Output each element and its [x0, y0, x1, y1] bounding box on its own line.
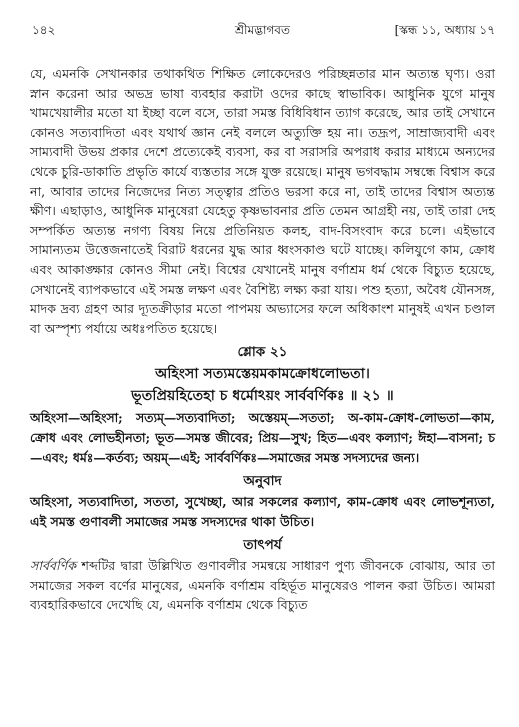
verse-line-2: ভূতপ্রিয়হিতেহা চ ধর্মোঽয়ং সার্ববর্ণিকঃ ॥ ২১ ॥ [131, 388, 394, 405]
purport-text [30, 556, 495, 615]
translation-text: অহিংসা, সত্যবাদিতা, সততা, সুখেচ্ছা, আর সকলের কল্যাণ, কাম-ক্রোধ এবং লোভশূন্যতা, এই সমস্ত গুণাবলী সমাজের সমস্ত সদস্যদের থাকা উচিত। [30, 494, 495, 529]
word-synonyms: অহিংসা—অহিংসা; সত্যম্—সত্যবাদিতা; অস্তেয়ম্—সততা; অ-কাম-ক্রোধ-লোভতা—কাম, ক্রোধ এবং লোভহীনতা; ভূত—সমস্ত জীবের; প্রিয়—সুখ; হিত—এবং কল্যাণ; ঈহা—বাসনা; চ—এবং; ধর্মঃ—কর্তব্য; অয়ম্—এই; সার্ববর্ণিকঃ—সমাজের সমস্ত সদস্যদের জন্য। [30, 410, 495, 465]
body-paragraph: যে, এমনকি সেখানকার তথাকথিত শিক্ষিত লোকেদেরও পরিচ্ছন্নতার মান অত্যন্ত ঘৃণ্য। ওরা স্নান করেনা আর অভদ্র ভাষা ব্যবহার করাটা ওদের কাছে স্বাভাবিক। আধুনিক যুগে মানুষ খামখেয়ালীর মতো যা ইচ্ছা বলে বসে, তারা সমস্ত বিধিবিধান ত্যাগ করেছে, আর তাই সেখানে কোনও সত্যবাদিতা এবং যথার্থ জ্ঞান নেই বললে অত্যুক্তি হয় না। তদ্রূপ, সাম্রাজ্যবাদী এবং সাম্যবাদী উভয় প্রকার দেশে প্রত্যেকেই ব্যবসা, কর বা সরাসরি অপরাধ করার মাধ্যমে অন্যদের থেকে চুরি-ডাকাতি প্রভৃতি কার্যে ব্যস্ততার সঙ্গে যুক্ত রয়েছে। মানুষ ভগবদ্ধাম সম্বন্ধে বিশ্বাস করে না, আবার তাদের নিজেদের নিত্য সত্ত্বার প্রতিও ভরসা করে না, তাই তাদের বিশ্বাস অত্যন্ত ক্ষীণ। এছাড়াও, আধুনিক মানুষেরা যেহেতু কৃষ্ণভাবনার প্রতি তেমন আগ্রহী নয়, তাই তারা দেহ সম্পর্কিত অত্যন্ত নগণ্য বিষয় নিয়ে প্রতিনিয়ত কলহ, বাদ-বিসংবাদ করে চলে। এইভাবে সামান্যতম উত্তেজনাতেই বিরাট ধরনের যুদ্ধ আর ধ্বংসকাণ্ড ঘটে যাচ্ছে। কলিযুগে কাম, ক্রোধ এবং আকাঙ্ক্ষার কোনও সীমা নেই। বিশ্বের যেখানেই মানুষ বর্ণাশ্রম ধর্ম থেকে বিচ্যুত হয়েছে, সেখানেই ব্যাপকভাবে এই সমস্ত লক্ষণ এবং বৈশিষ্ট্য লক্ষ্য করা যায়। পশু হত্যা, অবৈধ যৌনসঙ্গ, মাদক দ্রব্য গ্রহণ আর দ্যূতক্রীড়ার মতো পাপময় অভ্যাসের ফলে অধিকাংশ মানুষই এখন চণ্ডাল বা অস্পৃশ্য পর্যায়ে অধঃপতিত হয়েছে। [30, 66, 495, 336]
chapter-reference: [স্কন্ধ ১১, অধ্যায় ১৭ [394, 23, 495, 37]
book-title: শ্রীমদ্ভাগবত [234, 23, 290, 37]
page-number: ১৪২ [32, 23, 56, 37]
purport-heading: তাৎপর্য [243, 537, 282, 554]
verse-line-1: অহিংসা সত্যমস্তেয়মকামক্রোধলোভতা। [155, 366, 370, 383]
translation-heading: অনুবাদ [243, 473, 282, 490]
purport-body: শব্দটির দ্বারা উল্লিখিত গুণাবলীর সমন্বয়ে সাধারণ পুণ্য জীবনকে বোঝায়, আর তা সমাজের সকল বর্ণের মানুষের, এমনকি বর্ণাশ্রম বহির্ভূত মানুষেরও পালন করা উচিত। আমরা ব্যবহারিকভাবে দেখেছি যে, এমনকি বর্ণাশ্রম থেকে বিচ্যুত [30, 558, 495, 613]
purport-lead-term: সার্ববর্ণিক [30, 558, 77, 574]
running-header [30, 20, 495, 40]
sloka-heading: শ্লোক ২১ [237, 344, 288, 361]
